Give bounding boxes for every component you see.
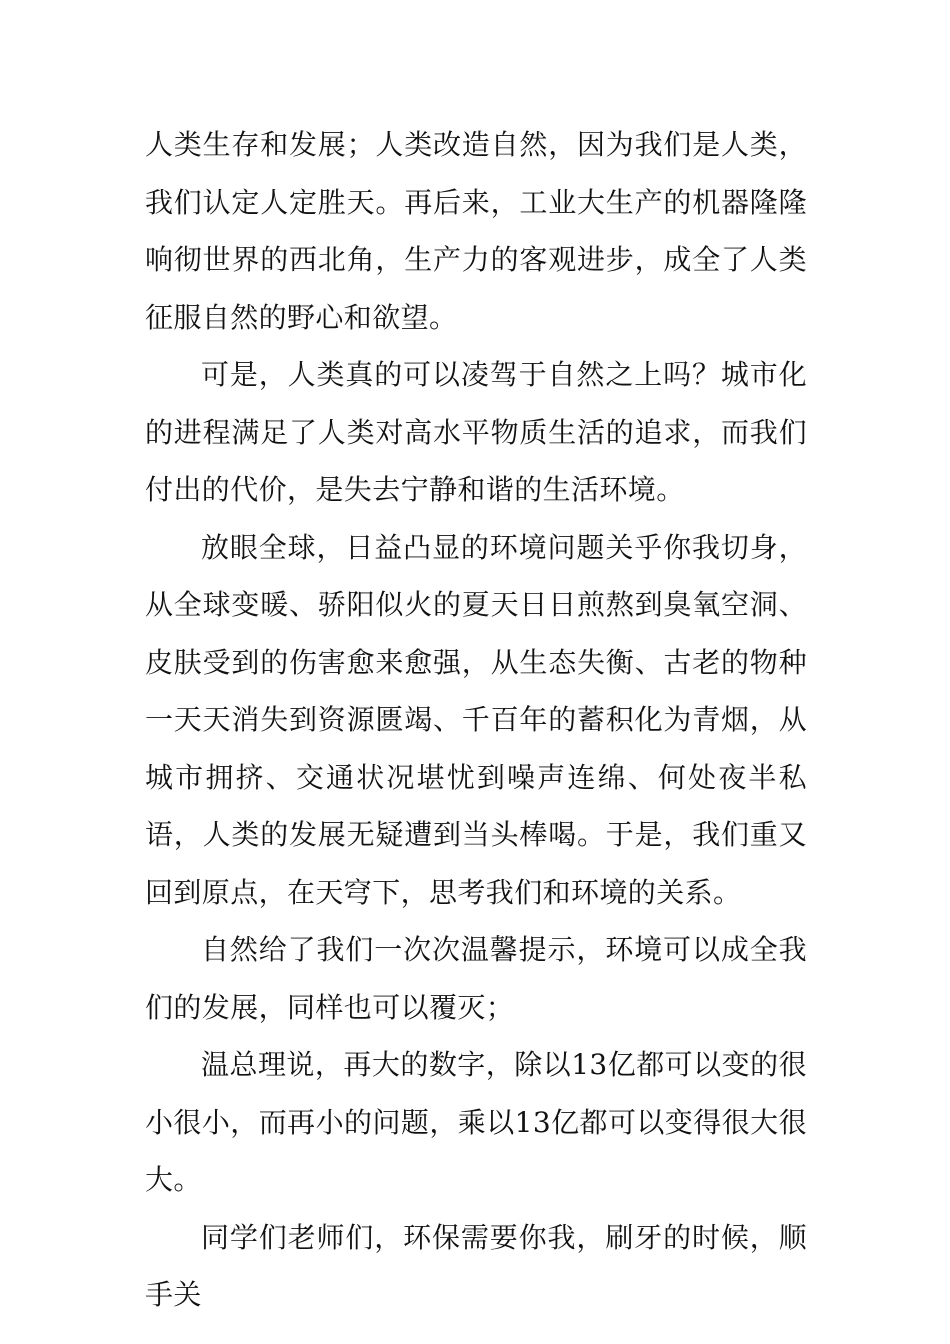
paragraph-3: 放眼全球，日益凸显的环境问题关乎你我切身，从全球变暖、骄阳似火的夏天日日煎熬到臭氧空洞、皮肤受到的伤害愈来愈强，从生态失衡、古老的物种一天天消失到资源匮竭、千百年的蓄积化为青烟，从城市拥挤、交通状况堪忧到噪声连绵、何处夜半私语，人类的发展无疑遭到当头棒喝。于是，我们重又回到原点，在天穹下，思考我们和环境的关系。 xyxy=(145,530,807,909)
paragraph-5: 温总理说，再大的数字，除以13亿都可以变的很小很小，而再小的问题，乘以13亿都可以变得很大很大。 xyxy=(145,1048,807,1196)
paragraph-1: 人类生存和发展；人类改造自然，因为我们是人类，我们认定人定胜天。再后来，工业大生产的机器隆隆响彻世界的西北角，生产力的客观进步，成全了人类征服自然的野心和欲望。 xyxy=(145,128,807,334)
paragraph-2: 可是，人类真的可以凌驾于自然之上吗？城市化的进程满足了人类对高水平物质生活的追求，而我们付出的代价，是失去宁静和谐的生活环境。 xyxy=(145,358,807,506)
paragraph-6: 同学们老师们，环保需要你我，刷牙的时候，顺手关 xyxy=(145,1220,807,1311)
document-body xyxy=(145,116,807,1324)
paragraph-4: 自然给了我们一次次温馨提示，环境可以成全我们的发展，同样也可以覆灭； xyxy=(145,933,807,1024)
